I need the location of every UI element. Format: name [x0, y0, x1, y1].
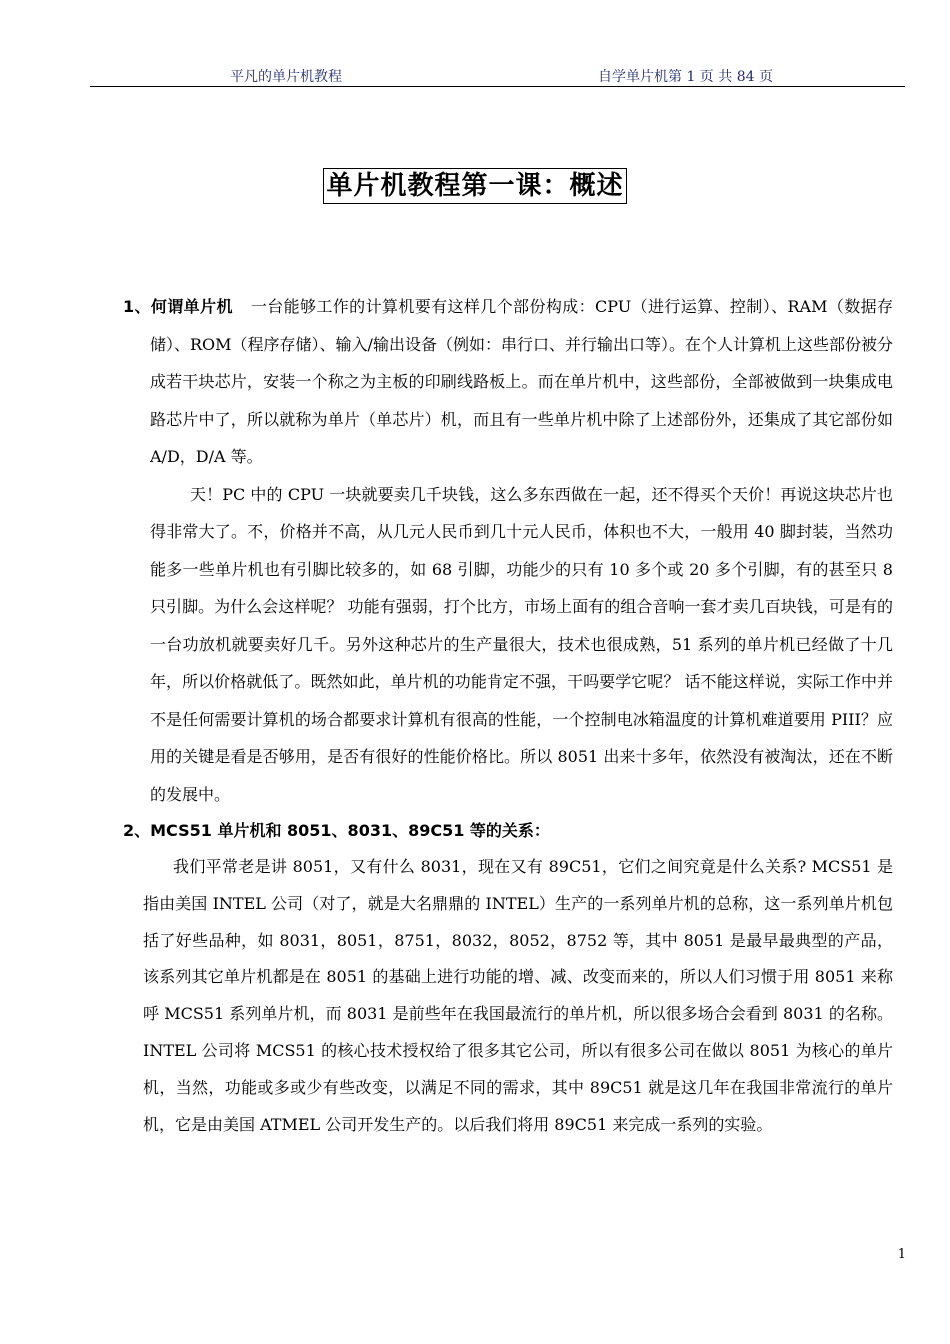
section-1-heading: 1、何谓单片机	[123, 297, 233, 316]
section-1-paragraph-2: 天！PC 中的 CPU 一块就要卖几千块钱，这么多东西做在一起，还不得买个天价！再说这块芯片也得非常大了。不，价格并不高，从几元人民币到几十元人民币，体积也不大，一般用 40 脚封装，当然功能多一些单片机也有引脚比较多的，如 68 引脚，功能少的只有 10 多个或 20 多个引脚，有的甚至只 8 只引脚。为什么会这样呢？ 功能有强弱，打个比方，市场上面有的组合音响一套才卖几百块钱，可是有的一台功放机就要卖好几千。另外这种芯片的生产量很大，技术也很成熟，51 系列的单片机已经做了十几年，所以价格就低了。既然如此，单片机的功能肯定不强，干吗要学它呢？ 话不能这样说，实际工作中并不是任何需要计算机的场合都要求计算机有很高的性能，一个控制电冰箱温度的计算机难道要用 PIII？应用的关键是看是否够用，是否有很好的性能价格比。所以 8051 出来十多年，依然没有被淘汰，还在不断的发展中。	[150, 484, 893, 804]
title-container	[0, 168, 950, 204]
header-page-info: 自学单片机第 1 页 共 84 页	[598, 69, 773, 85]
section-1-text: 一台能够工作的计算机要有这样几个部份构成：CPU（进行运算、控制）、RAM（数据存储）、ROM（程序存储）、输入/输出设备（例如：串行口、并行输出口等）。在个人计算机上这些部份被分成若干块芯片，安装一个称之为主板的印刷线路板上。而在单片机中，这些部份，全部被做到一块集成电路芯片中了，所以就称为单片（单芯片）机，而且有一些单片机中除了上述部份外，还集成了其它部份如 A/D，D/A 等。	[150, 297, 894, 466]
section-2-paragraph: 我们平常老是讲 8051，又有什么 8031，现在又有 89C51，它们之间究竟是什么关系? MCS51 是指由美国 INTEL 公司（对了，就是大名鼎鼎的 INTEL）生产的一系列单片机的总称，这一系列单片机包括了好些品种，如 8031，8051，8751，8032，8052，8752 等，其中 8051 是最早最典型的产品，该系列其它单片机都是在 8051 的基础上进行功能的增、减、改变而来的，所以人们习惯于用 8051 来称呼 MCS51 系列单片机，而 8031 是前些年在我国最流行的单片机，所以很多场合会看到 8031 的名称。INTEL 公司将 MCS51 的核心技术授权给了很多其它公司，所以有很多公司在做以 8051 为核心的单片机，当然，功能或多或少有些改变，以满足不同的需求，其中 89C51 就是这几年在我国非常流行的单片机，它是由美国 ATMEL 公司开发生产的。以后我们将用 89C51 来完成一系列的实验。	[143, 857, 893, 1134]
section-2-heading: 2、MCS51 单片机和 8051、8031、89C51 等的关系：	[123, 821, 550, 840]
page-number: 1	[897, 1247, 906, 1262]
page-title: 单片机教程第一课：概述	[323, 168, 626, 204]
header-document-name: 平凡的单片机教程	[230, 69, 342, 85]
document-body	[123, 288, 893, 1143]
page-header	[90, 64, 905, 87]
section-1-paragraph	[123, 288, 893, 476]
